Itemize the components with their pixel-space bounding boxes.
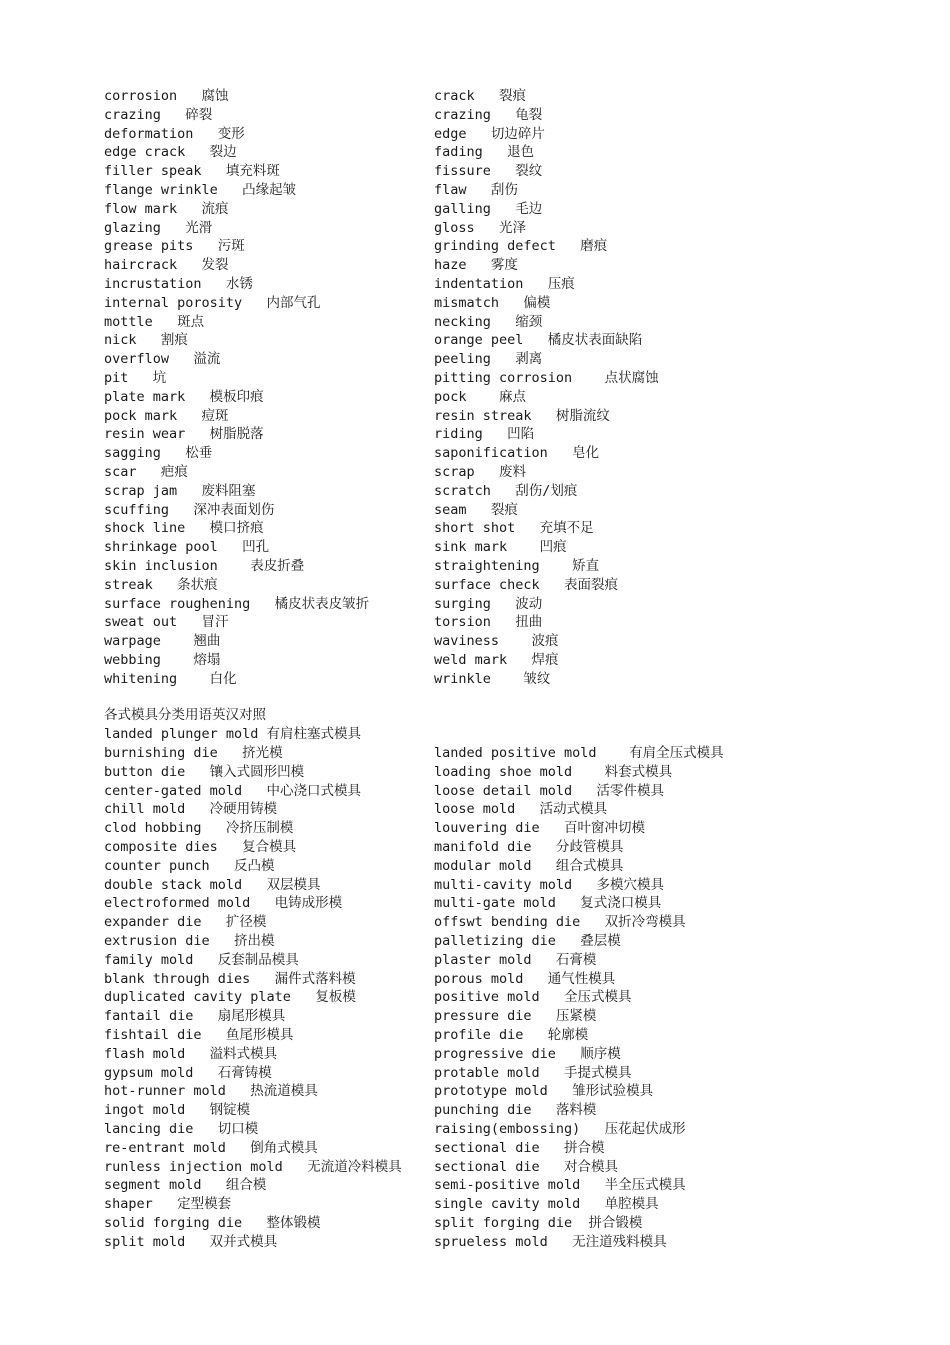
mold-entry: punching die 落料模 [434, 1102, 597, 1119]
mold-entry: pressure die 压紧模 [434, 1008, 597, 1025]
defect-entry: resin streak 树脂流纹 [434, 407, 610, 424]
defect-entry: filler speak 填充料斑 [104, 163, 280, 180]
mold-entry: center-gated mold 中心浇口式模具 [104, 782, 362, 799]
defect-entry: short shot 充填不足 [434, 520, 594, 537]
mold-entry: button die 镶入式圆形凹模 [104, 763, 305, 780]
defect-entry: edge crack 裂边 [104, 144, 237, 161]
defect-entry: pitting corrosion 点状腐蚀 [434, 370, 659, 386]
defect-entry: peeling 剥离 [434, 351, 543, 368]
mold-entry: flash mold 溢料式模具 [104, 1045, 278, 1062]
mold-entry: duplicated cavity plate 复板模 [104, 989, 356, 1006]
mold-entry: louvering die 百叶窗冲切模 [434, 820, 646, 837]
defect-entry: straightening 矫直 [434, 558, 600, 574]
defect-entry: seam 裂痕 [434, 501, 518, 518]
defect-entry: surface check 表面裂痕 [434, 576, 619, 593]
mold-entry: blank through dies 漏件式落料模 [104, 970, 356, 987]
defect-entry: sagging 松垂 [104, 445, 213, 462]
defect-entry: warpage 翘曲 [104, 633, 221, 650]
defect-entry: flaw 刮伤 [434, 182, 518, 198]
defect-entry: glazing 光滑 [104, 219, 213, 236]
defect-entry: incrustation 水锈 [104, 276, 253, 292]
defect-entry: crazing 龟裂 [434, 106, 543, 123]
defect-entry: overflow 溢流 [104, 351, 221, 368]
defect-entry: scratch 刮伤/划痕 [434, 482, 578, 499]
mold-entry: palletizing die 叠层模 [434, 933, 621, 949]
mold-entry: offswt bending die 双折冷弯模具 [434, 914, 686, 931]
mold-entry: expander die 扩径模 [104, 914, 267, 931]
defect-entry: pock mark 痘斑 [104, 407, 229, 424]
defect-entry: riding 凹陷 [434, 426, 535, 443]
mold-entry: lancing die 切口模 [104, 1121, 259, 1137]
mold-entry: electroformed mold 电铸成形模 [104, 895, 343, 912]
section-heading: 各式模具分类用语英汉对照 [104, 707, 266, 723]
mold-entry: modular mold 组合式模具 [434, 857, 624, 874]
defect-entry: edge 切边碎片 [434, 125, 545, 142]
defect-entry: fading 退色 [434, 144, 535, 161]
mold-entry: split mold 双并式模具 [104, 1233, 278, 1250]
mold-entry: prototype mold 雏形试验模具 [434, 1083, 654, 1100]
defect-entry: sweat out 冒汗 [104, 614, 229, 631]
defect-entry: weld mark 焊痕 [434, 652, 559, 668]
mold-entry: loose detail mold 活零件模具 [434, 782, 665, 799]
mold-entry: raising(embossing) 压花起伏成形 [434, 1121, 686, 1137]
mold-entry: positive mold 全压式模具 [434, 989, 632, 1006]
mold-entry: ingot mold 钢锭模 [104, 1102, 251, 1119]
defect-entry: surface roughening 橘皮状表皮皱折 [104, 595, 370, 612]
mold-entry: profile die 轮廓模 [434, 1027, 589, 1043]
defect-entry: necking 缩颈 [434, 313, 543, 330]
mold-entry: loading shoe mold 料套式模具 [434, 763, 673, 780]
mold-entry: landed positive mold 有肩全压式模具 [434, 745, 724, 761]
defect-entry: crazing 碎裂 [104, 106, 213, 123]
mold-entry: chill mold 冷硬用铸模 [104, 801, 278, 818]
defect-entry: mismatch 偏模 [434, 294, 551, 311]
mold-entry: multi-gate mold 复式浇口模具 [434, 895, 662, 912]
mold-entry: extrusion die 挤出模 [104, 933, 275, 949]
defect-entry: flange wrinkle 凸缘起皱 [104, 182, 297, 198]
defect-entry: whitening 白化 [104, 670, 237, 687]
mold-entry: protable mold 手提式模具 [434, 1064, 632, 1081]
defect-entry: galling 毛边 [434, 200, 543, 217]
mold-entry: semi-positive mold 半全压式模具 [434, 1177, 686, 1194]
defect-entry: pit 坑 [104, 370, 167, 386]
defect-entry: mottle 斑点 [104, 313, 205, 330]
defect-entry: gloss 光泽 [434, 219, 527, 236]
defect-entry: deformation 变形 [104, 125, 245, 142]
defect-entry: flow mark 流痕 [104, 200, 229, 217]
defect-entry: indentation 压痕 [434, 276, 575, 292]
defect-entry: plate mark 模板印痕 [104, 388, 264, 405]
defect-entry: sink mark 凹痕 [434, 539, 567, 556]
mold-entry: sectional die 拼合模 [434, 1139, 605, 1156]
mold-entry: multi-cavity mold 多模穴模具 [434, 876, 665, 893]
mold-entry: plaster mold 石膏模 [434, 951, 597, 968]
defect-entry: saponification 皂化 [434, 445, 600, 462]
mold-entry: sectional die 对合模具 [434, 1158, 619, 1175]
defect-entry: nick 割痕 [104, 332, 188, 349]
mold-entry: progressive die 顺序模 [434, 1045, 621, 1062]
defect-entry: pock 麻点 [434, 388, 527, 405]
mold-entry: loose mold 活动式模具 [434, 801, 608, 818]
defect-entry: haze 雾度 [434, 257, 518, 274]
mold-entry: runless injection mold 无流道冷料模具 [104, 1158, 402, 1175]
mold-entry: hot-runner mold 热流道模具 [104, 1083, 318, 1100]
defect-entry: shrinkage pool 凹孔 [104, 539, 270, 556]
defect-entry: haircrack 发裂 [104, 257, 229, 274]
mold-entry: single cavity mold 单腔模具 [434, 1196, 659, 1213]
defect-entry: streak 条状痕 [104, 576, 218, 593]
defect-entry: fissure 裂纹 [434, 163, 543, 180]
defect-entry: torsion 扭曲 [434, 614, 543, 631]
mold-entry: counter punch 反凸模 [104, 857, 275, 874]
mold-entry: sprueless mold 无注道残料模具 [434, 1233, 667, 1250]
defect-entry: scar 疤痕 [104, 464, 188, 480]
mold-entry: split forging die 拼合锻模 [434, 1215, 643, 1231]
mold-entry: clod hobbing 冷挤压制模 [104, 820, 294, 837]
defect-entry: surging 波动 [434, 595, 543, 612]
defect-entry: waviness 波痕 [434, 633, 559, 650]
mold-entry: manifold die 分歧管模具 [434, 839, 624, 855]
defect-entry: orange peel 橘皮状表面缺陷 [434, 332, 643, 349]
defect-entry: grease pits 污斑 [104, 238, 245, 255]
defect-entry: skin inclusion 表皮折叠 [104, 558, 305, 574]
mold-entry: composite dies 复合模具 [104, 839, 297, 855]
defect-entry: scrap 废料 [434, 464, 527, 480]
defect-entry: webbing 熔塌 [104, 652, 221, 668]
mold-entry: family mold 反套制品模具 [104, 951, 299, 968]
defect-entry: scuffing 深冲表面划伤 [104, 501, 275, 518]
defect-entry: crack 裂痕 [434, 88, 527, 104]
mold-entry: fishtail die 鱼尾形模具 [104, 1027, 294, 1043]
mold-entry: fantail die 扇尾形模具 [104, 1008, 286, 1025]
mold-entry: shaper 定型模套 [104, 1196, 232, 1213]
defect-entry: scrap jam 废料阻塞 [104, 482, 256, 499]
defect-entry: grinding defect 磨痕 [434, 238, 608, 255]
mold-entry: porous mold 通气性模具 [434, 970, 616, 987]
defect-entry: resin wear 树脂脱落 [104, 426, 264, 443]
mold-entry: gypsum mold 石膏铸模 [104, 1064, 272, 1081]
mold-entry: double stack mold 双层模具 [104, 876, 321, 893]
mold-entry: landed plunger mold 有肩柱塞式模具 [104, 726, 362, 742]
defect-entry: wrinkle 皱纹 [434, 670, 551, 687]
mold-entry: segment mold 组合模 [104, 1177, 267, 1194]
mold-entry: solid forging die 整体锻模 [104, 1215, 321, 1231]
defect-entry: corrosion 腐蚀 [104, 88, 229, 104]
defect-entry: shock line 模口挤痕 [104, 520, 264, 537]
mold-entry: burnishing die 挤光模 [104, 745, 283, 761]
defect-entry: internal porosity 内部气孔 [104, 294, 321, 311]
mold-entry: re-entrant mold 倒角式模具 [104, 1139, 318, 1156]
